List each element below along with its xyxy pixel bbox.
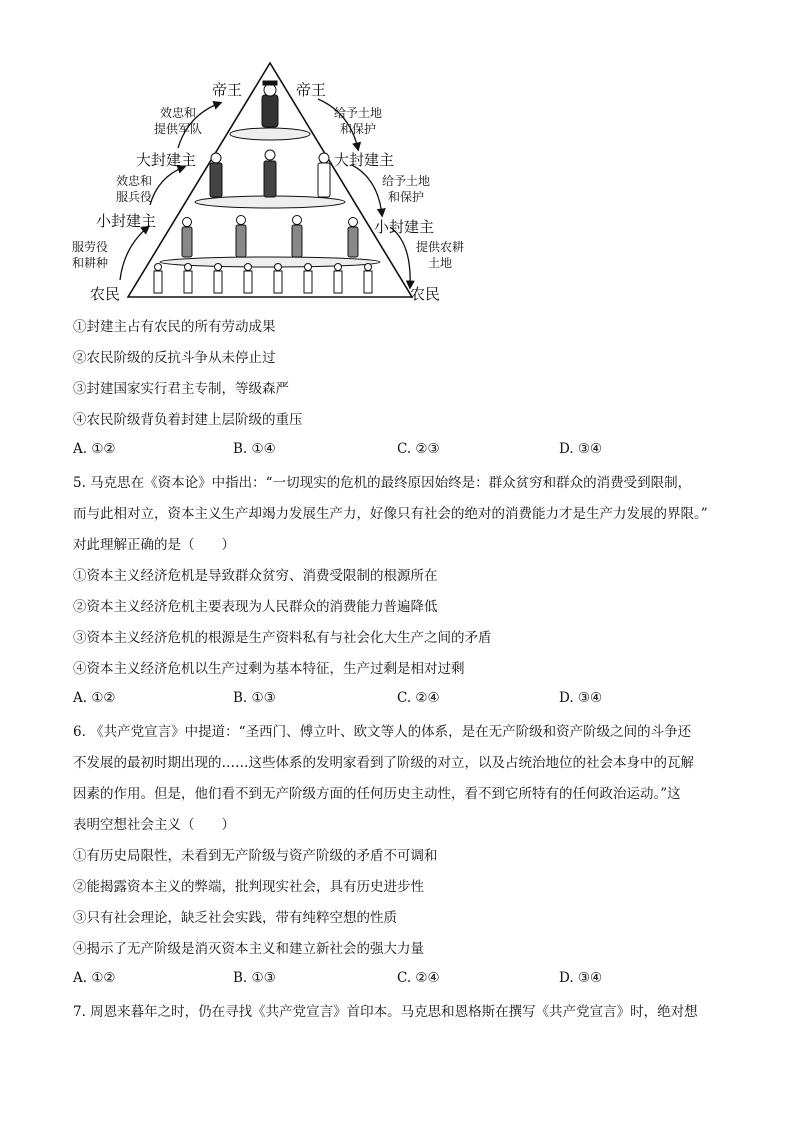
q4-item-1: ①封建主占有农民的所有劳动成果 [73, 319, 276, 335]
note-left-1-a: 效忠和 [160, 106, 197, 120]
q5-option-c[interactable]: C. ②④ [397, 690, 440, 706]
king-figure [262, 81, 278, 127]
q6-stem-line-4: 表明空想社会主义（ ） [73, 817, 235, 833]
note-right-2-a: 给予土地 [382, 174, 431, 188]
q4-option-a[interactable]: A. ①② [73, 441, 116, 457]
q6-options [73, 970, 733, 990]
small-lord-platform [160, 257, 380, 267]
q7-stem-line-1: 7. 周恩来暮年之时，仍在寻找《共产党宣言》首印本。马克思和恩格斯在撰写《共产党宣言》时，绝对想 [73, 1004, 698, 1020]
note-right-3-a: 提供农耕 [416, 240, 465, 254]
q6-stem-line-3: 因素的作用。但是，他们看不到无产阶级方面的任何历史主动性，看不到它所特有的任何政治运动。”这 [73, 786, 681, 802]
q4-item-2: ②农民阶级的反抗斗争从未停止过 [73, 350, 276, 366]
great-lord-figures [210, 150, 330, 197]
q6-stem-line-2: 不发展的最初时期出现的……这些体系的发明家看到了阶级的对立，以及占统治地位的社会本身中的瓦解 [73, 755, 694, 771]
note-left-2-a: 效忠和 [116, 174, 153, 188]
arrow-down-to-small-lord [352, 165, 382, 215]
q5-item-1: ①资本主义经济危机是导致群众贫穷、消费受限制的根源所在 [73, 568, 438, 584]
note-right-1-a: 给予土地 [334, 106, 383, 120]
q5-option-b[interactable]: B. ①③ [233, 690, 276, 706]
q4-option-c[interactable]: C. ②③ [397, 441, 440, 457]
great-lord-platform [195, 196, 345, 208]
label-king-left: 帝王 [212, 81, 243, 99]
note-right-2-b: 和保护 [388, 190, 425, 204]
q6-option-b[interactable]: B. ①③ [233, 970, 276, 986]
label-peasant-right: 农民 [410, 285, 441, 303]
q4-options [73, 441, 733, 461]
q5-option-a[interactable]: A. ①② [73, 690, 116, 706]
q6-item-4: ④揭示了无产阶级是消灭资本主义和建立新社会的强大力量 [73, 941, 424, 957]
q4-item-3: ③封建国家实行君主专制，等级森严 [73, 381, 289, 397]
peasant-figures [154, 264, 372, 294]
note-left-1-b: 提供军队 [154, 122, 203, 136]
small-lord-figures [182, 216, 358, 258]
label-peasant-left: 农民 [90, 285, 121, 303]
q5-option-d[interactable]: D. ③④ [559, 690, 603, 706]
label-king-right: 帝王 [296, 81, 327, 99]
q6-option-a[interactable]: A. ①② [73, 970, 116, 986]
q6-stem-line-1: 6. 《共产党宣言》中提道：“圣西门、傅立叶、欧文等人的体系，是在无产阶级和资产阶级之间的斗争还 [73, 724, 692, 740]
q5-item-4: ④资本主义经济危机以生产过剩为基本特征，生产过剩是相对过剩 [73, 661, 465, 677]
q6-option-c[interactable]: C. ②④ [397, 970, 440, 986]
note-left-3-b: 和耕种 [72, 256, 109, 270]
feudal-hierarchy-diagram [60, 55, 480, 305]
note-left-3-a: 服劳役 [72, 240, 109, 254]
arrow-up-to-great-lord [150, 167, 184, 205]
note-right-1-b: 和保护 [340, 122, 377, 136]
king-platform [230, 128, 310, 140]
note-right-3-b: 土地 [428, 256, 453, 270]
q5-stem-line-1: 5. 马克思在《资本论》中指出：“一切现实的危机的最终原因始终是：群众贫穷和群众的消费受到限制， [73, 475, 692, 491]
note-left-2-b: 服兵役 [116, 190, 153, 204]
q6-option-d[interactable]: D. ③④ [559, 970, 603, 986]
label-small-lord-left: 小封建主 [96, 212, 157, 230]
q6-item-2: ②能揭露资本主义的弊端，批判现实社会，具有历史进步性 [73, 879, 424, 895]
q6-item-3: ③只有社会理论，缺乏社会实践，带有纯粹空想的性质 [73, 910, 397, 926]
label-great-lord-left: 大封建主 [136, 151, 197, 169]
q5-options [73, 690, 733, 710]
label-small-lord-right: 小封建主 [374, 218, 435, 236]
label-great-lord-right: 大封建主 [334, 151, 395, 169]
q5-item-2: ②资本主义经济危机主要表现为人民群众的消费能力普遍降低 [73, 599, 438, 615]
q5-item-3: ③资本主义经济危机的根源是生产资料私有与社会化大生产之间的矛盾 [73, 630, 492, 646]
q4-item-4: ④农民阶级背负着封建上层阶级的重压 [73, 412, 303, 428]
q6-item-1: ①有历史局限性，未看到无产阶级与资产阶级的矛盾不可调和 [73, 848, 438, 864]
q5-stem-line-3: 对此理解正确的是（ ） [73, 537, 235, 553]
q4-option-d[interactable]: D. ③④ [559, 441, 603, 457]
q5-stem-line-2: 而与此相对立，资本主义生产却竭力发展生产力，好像只有社会的绝对的消费能力才是生产力发展的界限。” [73, 506, 708, 522]
q4-option-b[interactable]: B. ①④ [233, 441, 276, 457]
